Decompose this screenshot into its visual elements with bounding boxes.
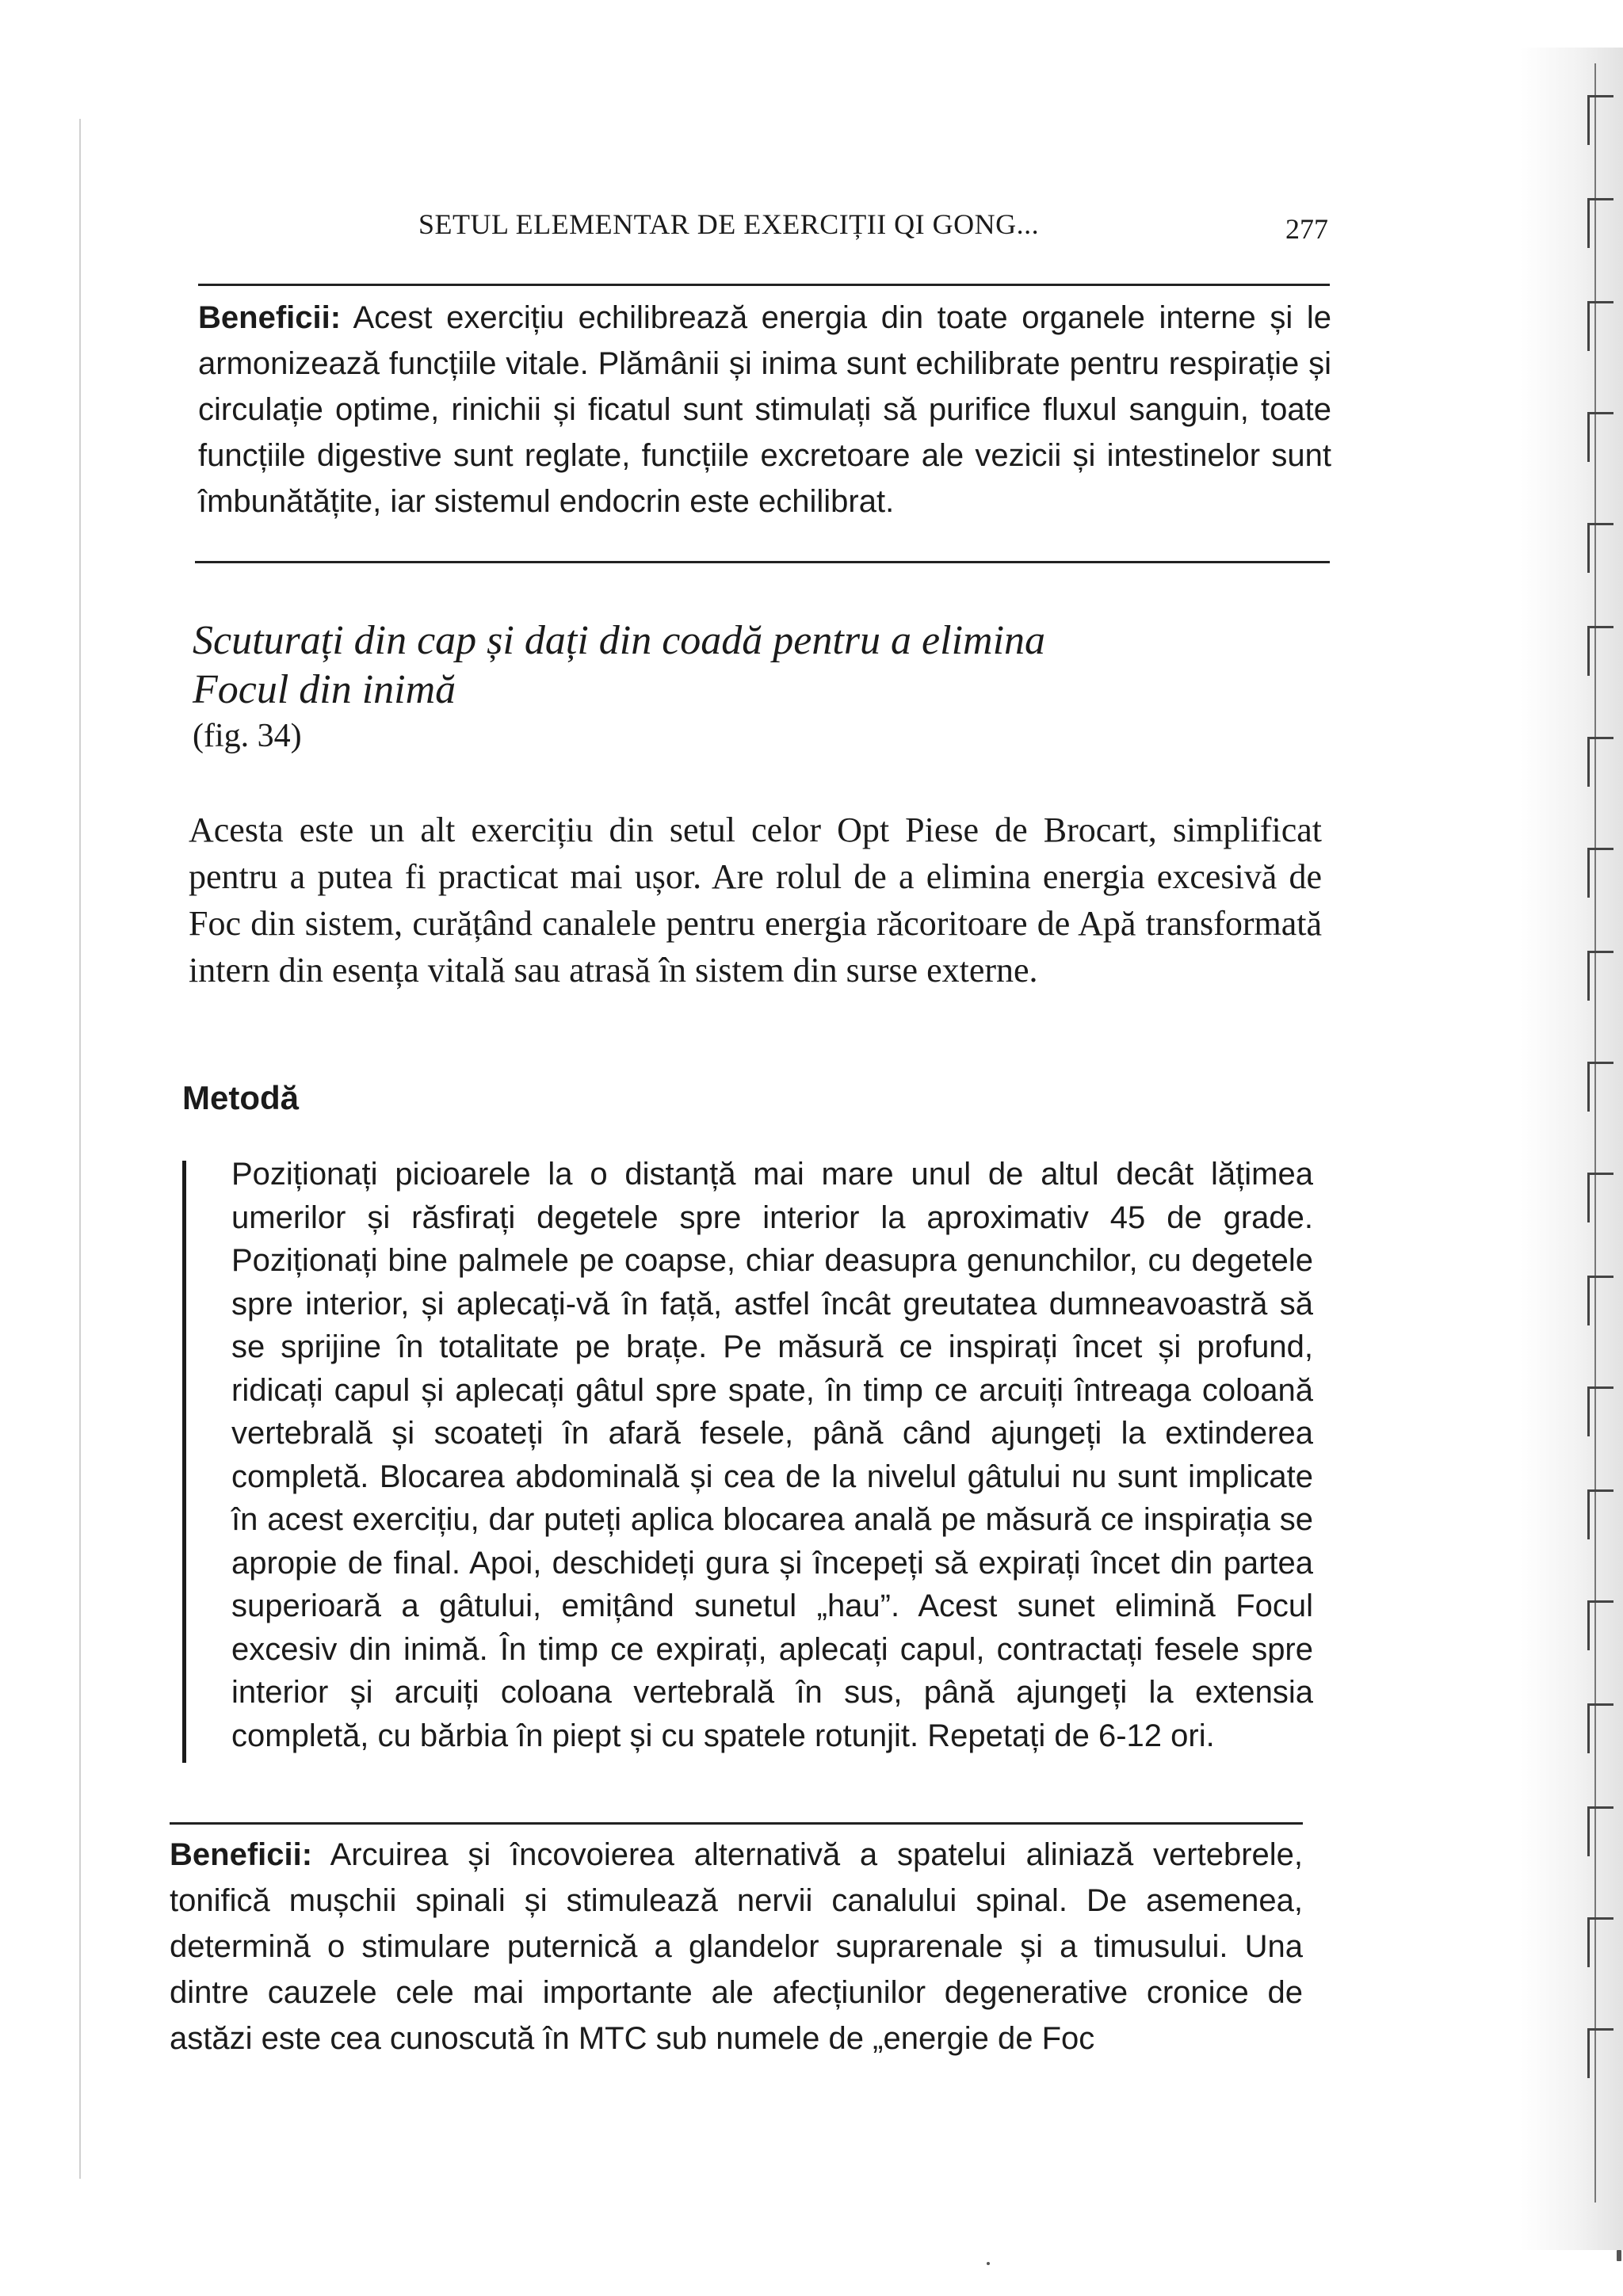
scan-edge-mark	[1587, 523, 1613, 573]
page-number: 277	[1285, 213, 1328, 245]
benefits-box-top	[198, 295, 1331, 524]
scan-left-margin-line	[79, 119, 81, 2179]
benefits-label: Beneficii:	[170, 1837, 313, 1872]
scan-edge-mark	[1587, 1062, 1613, 1112]
method-side-bar	[182, 1161, 186, 1763]
method-heading: Metodă	[182, 1079, 299, 1116]
top-rule	[198, 284, 1330, 286]
scan-edge-line	[1594, 63, 1596, 2203]
scan-speck	[987, 2262, 990, 2265]
scan-edge-mark	[1587, 1703, 1613, 1753]
benefits-label: Beneficii:	[198, 300, 342, 335]
benefits-bottom-top-rule	[170, 1822, 1303, 1825]
benefits-text: Acest exercițiu echilibrează energia din toate organele interne și le armonizează funcțiile vitale. Plămânii și inima sunt echilibrate pentru respirație și circulație optime, rinichii și ficatul sunt stimulați să purifice fluxul sanguin, toate funcțiile digestive sunt reglate, funcțiile excretoare ale vezicii și intestinelor sunt îmbunătățite, iar sistemul endocrin este echilibrat.	[198, 300, 1332, 519]
scan-edge-mark	[1587, 301, 1613, 351]
scan-edge-mark	[1587, 1489, 1613, 1539]
benefits-bottom-rule	[195, 561, 1330, 563]
scan-edge-mark	[1587, 412, 1613, 462]
running-header: SETUL ELEMENTAR DE EXERCIȚII QI GONG...	[418, 208, 1040, 240]
scan-edge-mark	[1587, 951, 1613, 1001]
scan-edge-mark	[1587, 1917, 1613, 1967]
scan-speck	[1617, 2250, 1621, 2261]
scan-edge-mark	[1587, 1600, 1613, 1650]
section-title-line-1: Scuturați din cap și dați din coadă pentru a elimina	[193, 618, 1046, 663]
scan-edge-mark	[1587, 198, 1613, 248]
scan-edge-mark	[1587, 1386, 1613, 1436]
scan-edge-mark	[1587, 848, 1613, 898]
scan-edge-mark	[1587, 737, 1613, 787]
method-text: Poziționați picioarele la o distanță mai mare unul de altul decât lățimea umerilor și răsfirați degetele spre interior la aproximativ 45 de grade. Poziționați bine palmele pe coapse, chiar deasupra genunchilor, cu degetele spre interior, și aplecați-vă în față, astfel încât greutatea dumneavoastră să se sprijine în totalitate pe brațe. Pe măsură ce inspirați încet și profund, ridicați capul și aplecați gâtul spre spate, în timp ce arcuiți întreaga coloană vertebrală și scoateți în afară fesele, până când ajungeți la extinderea completă. Blocarea abdominală și cea de la nivelul gâtului nu sunt implicate în acest exercițiu, dar puteți aplica blocarea anală pe măsură ce inspirația se apropie de final. Apoi, deschideți gura și începeți să expirați încet din partea superioară a gâtului, emițând sunetul „hau”. Acest sunet elimină Focul excesiv din inimă. În timp ce expirați, aplecați capul, contractați fesele spre interior și arcuiți coloana vertebrală în sus, până ajungeți la extensia completă, cu bărbia în piept și cu spatele rotunjit. Repetați de 6-12 ori.	[231, 1157, 1313, 1753]
scan-edge-mark	[1587, 95, 1613, 145]
benefits-text: Arcuirea și încovoierea alternativă a spatelui aliniază vertebrele, tonifică mușchii spinali și stimulează nervii canalului spinal. De asemenea, determină o stimulare puternică a glandelor suprarenale și a timusului. Una dintre cauzele cele mai importante ale afecțiunilor degenerative cronice de astăzi este cea cunoscută în MTC sub numele de „energie de Foc	[170, 1837, 1304, 2056]
figure-reference: (fig. 34)	[193, 718, 302, 754]
benefits-box-bottom	[170, 1832, 1303, 2061]
scan-edge-mark	[1587, 1173, 1613, 1222]
section-title	[193, 616, 1365, 715]
scan-edge-mark	[1587, 2028, 1613, 2078]
section-title-line-2: Focul din inimă	[193, 667, 456, 712]
scan-edge-mark	[1587, 626, 1613, 676]
scan-edge-mark	[1587, 1276, 1613, 1325]
scan-edge-mark	[1587, 1806, 1613, 1856]
intro-paragraph: Acesta este un alt exercițiu din setul celor Opt Piese de Brocart, simplificat pentru a putea fi practicat mai ușor. Are rolul de a elimina energia excesivă de Foc din sistem, curățând canalele pentru energia răcoritoare de Apă transformată intern din esența vitală sau atrasă în sistem din surse externe.	[189, 810, 1322, 990]
